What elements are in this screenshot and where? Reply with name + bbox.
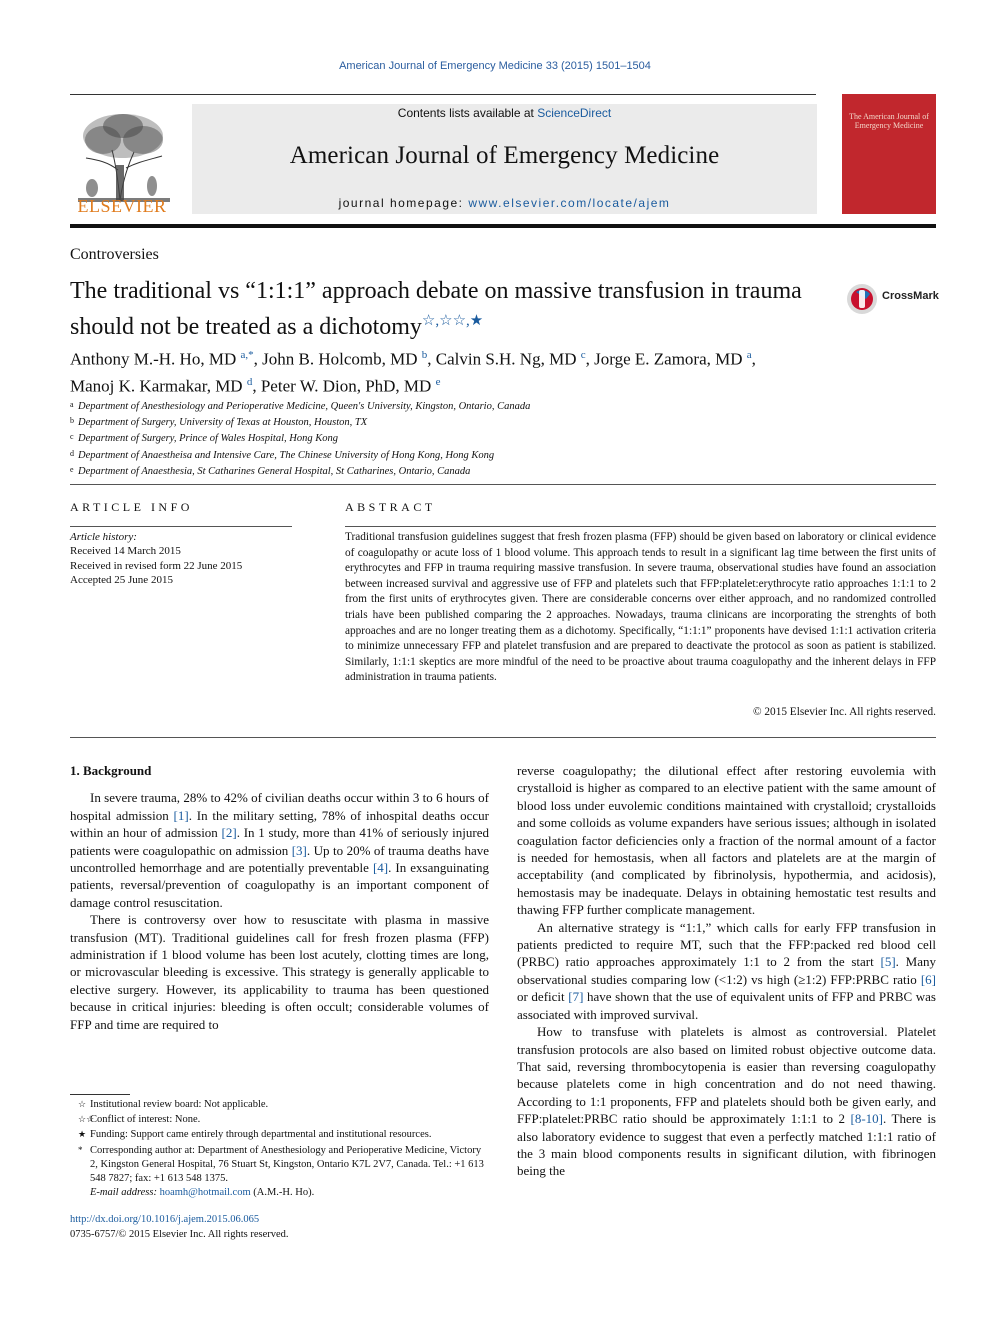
author-separator: , [253,349,263,369]
author-list [70,344,830,397]
article-history [70,530,292,587]
footnote-item [70,1112,489,1127]
abstract-heading: ABSTRACT [345,500,436,514]
section-heading-background: 1. Background [70,763,152,778]
author-affiliation-mark[interactable]: b [421,349,428,361]
body-text: . Up to 20% of trauma deaths have uncontrolled hemorrhage and are potentially preventable [70,842,489,876]
reference-link[interactable]: [7] [568,989,584,1005]
abstract-copyright: © 2015 Elsevier Inc. All rights reserved. [752,706,936,718]
affiliation-mark: c [70,432,74,442]
author-name: Peter W. Dion, PhD, MD [260,376,432,396]
body-text: or deficit [517,989,569,1005]
footnote-rule [70,1094,130,1095]
homepage-prefix: journal homepage: [338,196,469,210]
revised-date: Received in revised form 22 June 2015 [70,559,243,572]
footnote-mark: ★ [78,1129,87,1140]
author-name: Anthony M.-H. Ho, MD [70,349,237,369]
affiliation-mark: b [70,416,74,426]
article-section-label: Controversies [70,246,159,263]
affiliation-item [70,430,770,446]
affiliation-item [70,398,770,414]
article-info-heading: ARTICLE INFO [70,500,193,514]
footnote-text: Institutional review board: Not applicable. [90,1099,269,1110]
email-line [70,1186,489,1200]
cover-title: The American Journal of Emergency Medicine [849,112,929,130]
author-affiliation-mark[interactable]: c [580,349,586,361]
reference-link[interactable]: [1] [173,807,189,823]
body-text: . Many observational studies comparing low (<1:2) vs high (≥1:2) FFP:PRBC ratio [517,954,936,987]
article-title [70,276,810,342]
homepage-link[interactable]: www.elsevier.com/locate/ajem [468,196,671,210]
affiliation-text: Department of Surgery, Prince of Wales Hospital, Hong Kong [78,433,338,445]
author-affiliation-mark[interactable]: a,* [240,349,254,361]
contents-prefix: Contents lists available at [397,106,538,120]
body-text: . There is also laboratory evidence to suggest that even a perfectly matched 1:1:1 ratio of the 3 main blood components results in significant dilution, with fibrinogen being the [517,1111,936,1179]
footnote-text: Corresponding author at: Department of Anesthesiology and Perioperative Medicine, Victory 2, Kingston General Hospital, 76 Stuart St, Kingston, Ontario K7L 2V7, Canada. Tel.: +1 613 548 7827; fax: +1 613 548 1375. [90,1144,484,1185]
footnote-item [70,1127,489,1142]
body-column-left [70,762,489,1033]
footnote-mark: ☆ [78,1099,87,1109]
affiliation-text: Department of Anesthesiology and Perioperative Medicine, Queen's University, Kingston, Ontario, Canada [78,401,531,412]
elsevier-wordmark: ELSEVIER [77,196,167,216]
author-separator: , [252,376,261,396]
author-affiliation-mark[interactable]: d [246,375,253,388]
affiliation-item [70,447,770,463]
reference-link[interactable]: [4] [372,860,389,876]
header-bottom-rule [70,224,936,228]
footnote-mark: ☆☆ [78,1114,95,1125]
footnote-text: Conflict of interest: None. [90,1114,201,1126]
author-name: John B. Holcomb, MD [262,349,418,369]
affiliation-text: Department of Surgery, University of Texas at Houston, Houston, TX [78,417,368,429]
crossmark-label[interactable]: CrossMark [882,290,939,302]
email-label: E-mail address: [90,1187,160,1199]
author-separator: , [585,349,595,369]
reference-link[interactable]: [2] [221,825,237,841]
journal-name: American Journal of Emergency Medicine [289,142,720,169]
email-link[interactable]: hoamh@hotmail.com [159,1187,251,1199]
body-paragraph: There is controversy over how to resuscitate with plasma in massive transfusion (MT). Traditional guidelines call for fresh frozen plasma (FFP) administration if 1 blood volume has been lost acutely, clotting times are long, or microvascular bleeding is excessive. This strategy is generally applicable to elective surgery. However, its applicability to trauma has been questioned because in critical injuries: bleeding is often occult; considerable volumes of FFP and time are required to [70,912,489,1032]
body-paragraph: reverse coagulopathy; the dilutional effect after restoring euvolemia with crystalloid is higher as compared to an elective patient with the same amount of blood loss under euvolemic conditions maintained with crystalloid; crystalloids and some colloids as volume expanders have serious issues; although in isolated coagulation factor deficiencies only a fraction of the normal amount of a factor is needed for hemostasis, when all factors and platelets are at the margin of acceptability (and complicated by fibrinolysis, hypothermia, and acidosis), hemostasis may be inadequate. Delays in obtaining hemostatic test results and thawing FFP further complicate management. [517,763,936,918]
body-paragraph [70,789,489,911]
body-text: How to transfuse with platelets is almost as controversial. Platelet transfusion protocols are also based on limited robust objective outcome data. That said, reversing thrombocytopenia is easier than reversing coagulopathy because platelets come in high concentration and do not need thawing. According to 1:1 proponents, FFP and platelets should both be given early, and FFP:platelet:PRBC ratio should be approximately 1:1:1 to 2 [517,1024,936,1127]
accepted-date: Accepted 25 June 2015 [70,573,173,586]
footnote-mark: * [78,1144,83,1155]
contents-line [192,106,817,120]
article-title-text: The traditional vs “1:1:1” approach debate on massive transfusion in trauma should not be treated as a dichotomy [70,278,802,340]
body-top-rule [70,737,936,738]
author-affiliation-mark[interactable]: a [746,349,752,361]
journal-citation[interactable]: American Journal of Emergency Medicine 33 (2015) 1501–1504 [339,60,651,72]
sciencedirect-link[interactable]: ScienceDirect [537,106,612,120]
reference-link[interactable]: [5] [880,954,896,970]
article-info-top-rule [70,484,936,485]
affiliation-mark: d [70,448,74,458]
author-name: Manoj K. Karmakar, MD [70,376,243,396]
body-column-right [517,762,936,1180]
affiliation-text: Department of Anaesthesia, St Catharines General Hospital, St Catharines, Ontario, Canada [78,465,471,477]
body-text: . In 1 study, more than 41% of seriously injured patients were coagulopathic on admission [70,825,489,858]
author-separator: , [427,349,436,369]
email-suffix: (A.M.-H. Ho). [250,1187,315,1199]
author-name: Calvin S.H. Ng, MD [435,349,577,369]
reference-link[interactable]: [8-10] [850,1111,884,1127]
affiliation-mark: e [70,464,74,474]
body-paragraph [517,919,936,1023]
abstract-text: Traditional transfusion guidelines suggest that fresh frozen plasma (FFP) should be given based on laboratory or clinical evidence of coagulopathy or acute loss of 1 blood volume. This approach tends to result in a significant lag time between the first units of erythrocytes and FFP in trauma requiring massive transfusion. In severe trauma, observational studies have found an association between increased survival and aggressive use of FFP and platelets such that FFP:platelet:erythrocyte ratio approaches 1:1:1 to 2 from the first units of erythrocytes given. There are considerable concerns over either approach, and no randomized controlled trials have been published comparing the 2 approaches. Nowadays, trauma clinicans are incorporating the strenghts of both approaches and are no longer treating them as a dichotomy. Specifically, “1:1:1” proponents have devised 1:1:1 activation criteria to minimize unnecessary FFP and platelet transfusion and are prepared to deactivate the protocol as soon as patient is stabilized. Similarly, 1:1:1 skeptics are more mindful of the need to be proactive about trauma coagulopathy and the inherent delays in FFP administration in trauma patients. [345,531,936,684]
footnote-text: Funding: Support came entirely through departmental and institutional resources. [90,1129,432,1141]
issn-line: 0735-6757/© 2015 Elsevier Inc. All rights reserved. [70,1229,289,1240]
author-name: Jorge E. Zamora, MD [594,349,743,369]
body-text: have shown that the use of equivalent units of FFP and PRBC was associated with improved survival. [517,989,936,1022]
title-footnote-marks[interactable]: ☆,☆☆,★ [421,313,484,329]
body-text: . In exsanguinating patients, reversal/prevention of coagulopathy is an important component of damage control resuscitation. [70,860,489,910]
affiliation-item [70,463,770,479]
footnote-item [70,1097,489,1112]
affiliation-mark: a [70,400,74,409]
body-paragraph [517,1023,936,1180]
body-text: . In the military setting, 78% of inhospital deaths occur within an hour of admission [70,807,489,841]
author-separator: , [751,349,756,369]
affiliation-list [70,398,770,479]
footnote-list [70,1097,489,1200]
body-text: In severe trauma, 28% to 42% of civilian deaths occur within 3 to 6 hours of hospital admission [70,790,489,823]
received-date: Received 14 March 2015 [70,545,181,558]
affiliation-item [70,414,770,430]
body-text: An alternative strategy is “1:1,” which calls for early FFP transfusion in patients predicted to require MT, such that the FFP:packed red blood cell (PRBC) ratio approaches approximately 1:1 to 2 from the start [517,919,936,970]
reference-link[interactable]: [6] [920,971,936,987]
footnote-item [70,1143,489,1187]
abstract-rule [345,526,936,527]
affiliation-text: Department of Anaestheisa and Intensive Care, The Chinese University of Hong Kong, Hong Kong [78,449,495,461]
header-top-rule [70,94,816,95]
author-affiliation-mark[interactable]: e [435,375,441,388]
journal-homepage-line [192,196,817,210]
doi-link[interactable]: http://dx.doi.org/10.1016/j.ajem.2015.06.065 [70,1214,260,1225]
article-info-rule [70,526,292,527]
reference-link[interactable]: [3] [291,842,307,858]
history-label: Article history: [70,531,137,543]
